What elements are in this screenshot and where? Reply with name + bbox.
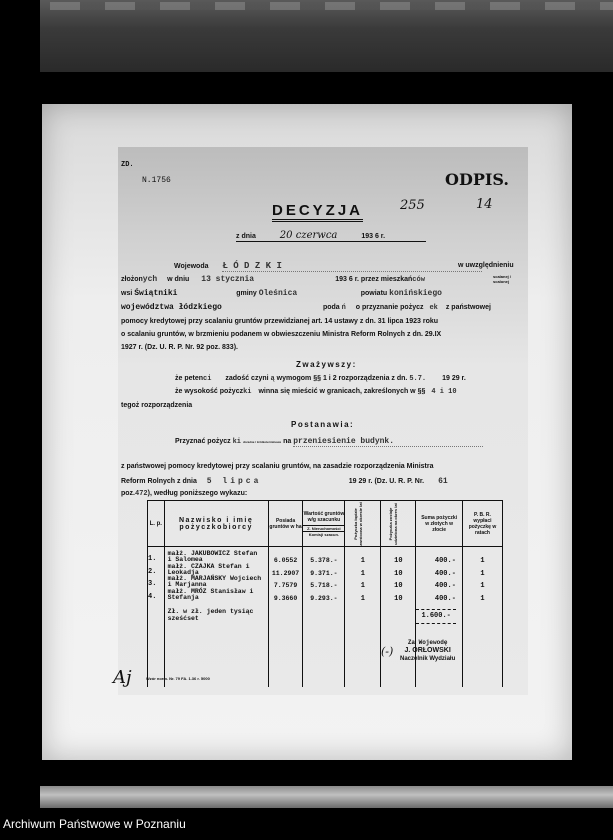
copy-stamp: ODPIS. [445, 170, 509, 189]
decision-document: ZD. N.1756 ODPIS. DECYZJA 255 14 z dnia 20 czerwca 193 6 r. Wojewoda Ł Ó D Z K I w uwzględnieniu złożonych w dniu 13 stycznia 193 6 r. przez mieszkańców scalanej / scalonej wsi Świątniki gminy Oleśnica powiatu konińskiego województwa łódzkiego poda ń o przyznanie pożycz ek z państwowej pomocy kredytowej przy scalaniu gruntów przewidzianej art. 14 ustawy z dn. 31 lipca 1923 roku o scalaniu gruntów, w brzmieniu podanem w obwieszczeniu Ministra Reform Rolnych z dn. 29.IX 1927 r. (Dz. U. R. P. Nr. 92 poz. 833). Zważywszy: że petenci zadość czyni ą wymogom §§ 1 i 2 rozporządzenia z dn. 5.7. 19 29 r. że wysokość pożyczki winna się mieścić w granicach, zakreślonych w §§ 4 i 10 tegoż rozporządzenia Postanawia: Przyznać pożycz ki doraźne / krótkoterminowe na przeniesienie budynk. z państwowej pomocy kredytowej przy scalaniu gruntów, na zasadzie rozporządzenia Ministra Reform Rolnych z dnia 5 lipca 19 29 r. (Dz. U. R. P. Nr. 61 poz.472), według poniższego wykazu: L. p. Nazwisko i imię pożyczkobiorcy Posiada gruntów w ha Wartość gruntów w/g szacunku Z. Nieruchomości Komisji szacun. Pożyczka będzie zwrócona w okresie lat Pożyczka zostaje udzielona na okres lat Suma pożyczki w złotych w złocie P. B. R. wypłaci pożyczkę w ratach 1. 2. 3. 4. małż. JAKUBOWICZ Stefan i Salomea małż. CZAJKA Stefan i Leokadja małż. MARJAŃSKY Wojciech i Marjanna małż. MRÓZ Stanisław i Stefanja Zł. w zł. jeden tysiąc sześćset 6.0552 11.2907 7.7579 9.3660 5.378.- 9.371.- 5.718.- 9.293.- 1 1 1 1 10 10 10 10 400.- 400.- 400.- 400.- 1.600.- 1 1 1 1 (-) Za Wojewodę J. ORŁOWSKI Naczelnik Wydziału Aj Wzór norm. Nr. 79 FA. 1.36 r. 5000 [118, 147, 528, 695]
col-lp: L. p. [148, 501, 165, 547]
col-wartosc: Wartość gruntów w/g szacunku Z. Nieruchomości Komisji szacun. [303, 501, 345, 547]
margin-initials: Aj [113, 667, 132, 688]
adjacent-page-strip [40, 0, 613, 72]
table-row: małż. JAKUBOWICZ Stefan i Salomea [167, 550, 258, 564]
col-okres: Pożyczka będzie zwrócona w okresie lat [345, 501, 381, 547]
date-line: z dnia 20 czerwca 193 6 r. [236, 230, 426, 242]
section-heading-zwazywszy: Zważywszy: [296, 360, 357, 369]
col-udziel: Pożyczka zostaje udzielona na okres lat [381, 501, 416, 547]
date-handwritten: 20 czerwca [279, 230, 338, 241]
handwritten-number-2: 14 [476, 197, 493, 212]
handwritten-number: 255 [400, 198, 425, 213]
signature-stamp: Za Wojewodę J. ORŁOWSKI Naczelnik Wydziału [400, 639, 456, 662]
col-posiada: Posiada gruntów w ha [268, 501, 303, 547]
adjacent-page-strip-bottom [40, 786, 613, 808]
total-sum: 1.600.- [416, 609, 456, 624]
table-row: małż. CZAJKA Stefan i Leokadja [167, 562, 250, 576]
col-suma: Suma pożyczki w złotych w złocie [416, 501, 463, 547]
ref-number: N.1756 [142, 176, 171, 185]
total-words: Zł. w zł. jeden tysiąc sześćset [167, 608, 254, 622]
table-body: 1. 2. 3. 4. małż. JAKUBOWICZ Stefan i Salomea małż. CZAJKA Stefan i Leokadja małż. MARJAŃSKY Wojciech i Marjanna małż. MRÓZ Stanisław i Stefanja Zł. w zł. jeden tysiąc sześćset 6.0552 11.2907 7.7579 9.3660 5.378.- 9.371.- 5.718.- 9.293.- 1 1 1 1 10 10 10 10 400.- 400.- 400.- 400.- 1.600.- 1 1 1 1 [148, 547, 503, 687]
col-name: Nazwisko i imię pożyczkobiorcy [164, 501, 268, 547]
table-row: małż. MRÓZ Stanisław i Stefanja [167, 587, 254, 602]
document-title: DECYZJA [272, 202, 363, 222]
loan-purpose: przeniesienie budynk. [293, 437, 483, 447]
archive-footer: Archiwum Państwowe w Poznaniu [3, 817, 186, 831]
ref-prefix: ZD. [121, 161, 134, 169]
village-value: Świątniki [134, 289, 178, 298]
wojewoda-value: Ł Ó D Z K I [222, 261, 482, 272]
signature-mark: (-) [381, 645, 394, 658]
section-heading-postanawia: Postanawia: [291, 420, 355, 429]
form-note: Wzór norm. Nr. 79 FA. 1.36 r. 5000 [146, 676, 210, 681]
table-row: małż. MARJAŃSKY Wojciech i Marjanna [167, 575, 262, 589]
col-pbr: P. B. R. wypłaci pożyczkę w ratach [462, 501, 502, 547]
